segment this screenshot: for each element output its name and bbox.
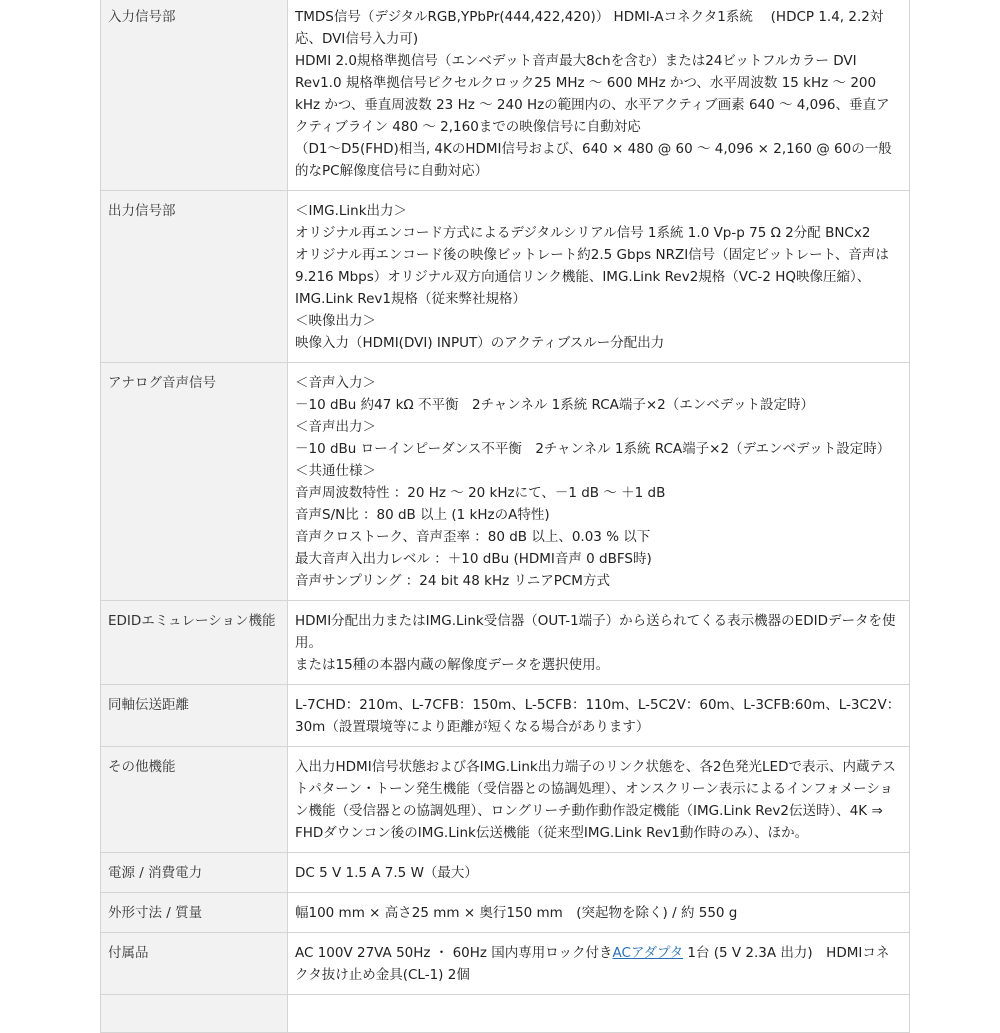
row-label: EDIDエミュレーション機能	[101, 601, 288, 685]
spec-row-partial	[101, 995, 910, 1033]
row-label: 電源 / 消費電力	[101, 853, 288, 893]
row-value	[288, 747, 910, 853]
spec-row-coax-distance	[101, 685, 910, 747]
spec-table	[100, 0, 910, 1033]
value-line: －10 dBu ローインピーダンス不平衡 2チャンネル 1系統 RCA端子×2（デエンベデット設定時）	[295, 441, 891, 457]
spec-row-accessories	[101, 933, 910, 995]
value-line: 音声クロストーク、音声歪率 ：80 dB 以上、0.03 % 以下	[295, 529, 651, 545]
spec-row-input-signal	[101, 0, 910, 191]
row-value	[288, 0, 910, 191]
value-line: 最大音声入出力レベル ：＋10 dBu (HDMI音声 0 dBFS時)	[295, 551, 652, 567]
row-value	[288, 685, 910, 747]
value-line: ＜音声出力＞	[295, 419, 376, 435]
row-value	[288, 601, 910, 685]
row-label: その他機能	[101, 747, 288, 853]
value-line: 入出力HDMI信号状態および各IMG.Link出力端子のリンク状態を、各2色発光LEDで表示、内蔵テストパターン・トーン発生機能（受信器との協調処理）、オンスクリーン表示によるインフォメーション機能（受信器との協調処理）、ロングリーチ動作動作設定機能（IMG.Link Rev2伝送時）、4K ⇒ FHDダウンコン後のIMG.Link伝送機能（従来型IMG.Link Rev1動作時のみ）、ほか。	[295, 759, 896, 841]
value-line: 音声サンプリング ：24 bit 48 kHz リニアPCM方式	[295, 573, 610, 589]
value-line: HDMI 2.0規格準拠信号（エンベデット音声最大8chを含む）または24ビットフルカラー DVI Rev1.0 規格準拠信号ピクセルクロック25 MHz ～ 600 MHz かつ、水平周波数 15 kHz ～ 200 kHz かつ、垂直周波数 23 Hz ～ 240 Hzの範囲内の、水平アクティブ画素 640 ～ 4,096、垂直アクティブライン 480 ～ 2,160までの映像信号に自動対応	[295, 53, 890, 135]
row-label: 外形寸法 / 質量	[101, 893, 288, 933]
row-label: 付属品	[101, 933, 288, 995]
value-line: L-7CHD：210m、L-7CFB：150m、L-5CFB：110m、L-5C2V：60m、L-3CFB:60m、L-3C2V：30m（設置環境等により距離が短くなる場合があります）	[295, 697, 901, 735]
row-value	[288, 363, 910, 601]
value-line: （D1～D5(FHD)相当, 4KのHDMI信号および、640 × 480 @ 60 ～ 4,096 × 2,160 @ 60の一般的なPC解像度信号に自動対応）	[295, 141, 892, 179]
value-line: または15種の本器内蔵の解像度データを選択使用。	[295, 657, 610, 673]
value-line: オリジナル再エンコード方式によるデジタルシリアル信号 1系統 1.0 Vp-p 75 Ω 2分配 BNCx2	[295, 225, 871, 241]
value-line: ＜音声入力＞	[295, 375, 376, 391]
row-value	[288, 893, 910, 933]
row-label-empty	[101, 995, 288, 1033]
row-label: アナログ音声信号	[101, 363, 288, 601]
value-line: TMDS信号（デジタルRGB,YPbPr(444,422,420)） HDMI-Aコネクタ1系統 (HDCP 1.4, 2.2対応、DVI信号入力可)	[295, 9, 884, 47]
accessories-prefix: AC 100V 27VA 50Hz ・ 60Hz 国内専用ロック付き	[295, 945, 613, 961]
spec-row-output-signal	[101, 191, 910, 363]
value-line: 幅100 mm × 高さ25 mm × 奥行150 mm (突起物を除く) / 約 550 g	[295, 905, 738, 921]
value-line: ＜共通仕様＞	[295, 463, 376, 479]
row-label: 出力信号部	[101, 191, 288, 363]
value-line: 映像入力（HDMI(DVI) INPUT）のアクティブスルー分配出力	[295, 335, 665, 351]
value-line: －10 dBu 約47 kΩ 不平衡 2チャンネル 1系統 RCA端子×2（エンベデット設定時）	[295, 397, 814, 413]
row-value-empty	[288, 995, 910, 1033]
ac-adapter-link[interactable]: ACアダプタ	[612, 945, 684, 961]
row-value	[288, 933, 910, 995]
value-line: ＜映像出力＞	[295, 313, 376, 329]
row-label: 同軸伝送距離	[101, 685, 288, 747]
value-line: HDMI分配出力またはIMG.Link受信器（OUT-1端子）から送られてくる表示機器のEDIDデータを使用。	[295, 613, 896, 651]
row-label: 入力信号部	[101, 0, 288, 191]
value-line: オリジナル再エンコード後の映像ビットレート約2.5 Gbps NRZI信号（固定ビットレート、音声は9.216 Mbps）オリジナル双方向通信リンク機能、IMG.Link Rev2規格（VC-2 HQ映像圧縮）、IMG.Link Rev1規格（従来弊社規格）	[295, 247, 889, 307]
value-line: 音声周波数特性 ：20 Hz ～ 20 kHzにて、－1 dB ～ ＋1 dB	[295, 485, 666, 501]
value-line: 音声S/N比 ：80 dB 以上 (1 kHzのA特性)	[295, 507, 550, 523]
spec-row-power	[101, 853, 910, 893]
value-line: DC 5 V 1.5 A 7.5 W（最大）	[295, 865, 478, 881]
spec-row-analog-audio	[101, 363, 910, 601]
spec-row-dimensions	[101, 893, 910, 933]
spec-row-other-functions	[101, 747, 910, 853]
value-line: ＜IMG.Link出力＞	[295, 203, 408, 219]
row-value	[288, 191, 910, 363]
spec-row-edid	[101, 601, 910, 685]
row-value	[288, 853, 910, 893]
accessories-suffix: 1台 (5 V 2.3A 出力) HDMIコネクタ抜け止め金具(CL-1) 2個	[295, 945, 890, 983]
